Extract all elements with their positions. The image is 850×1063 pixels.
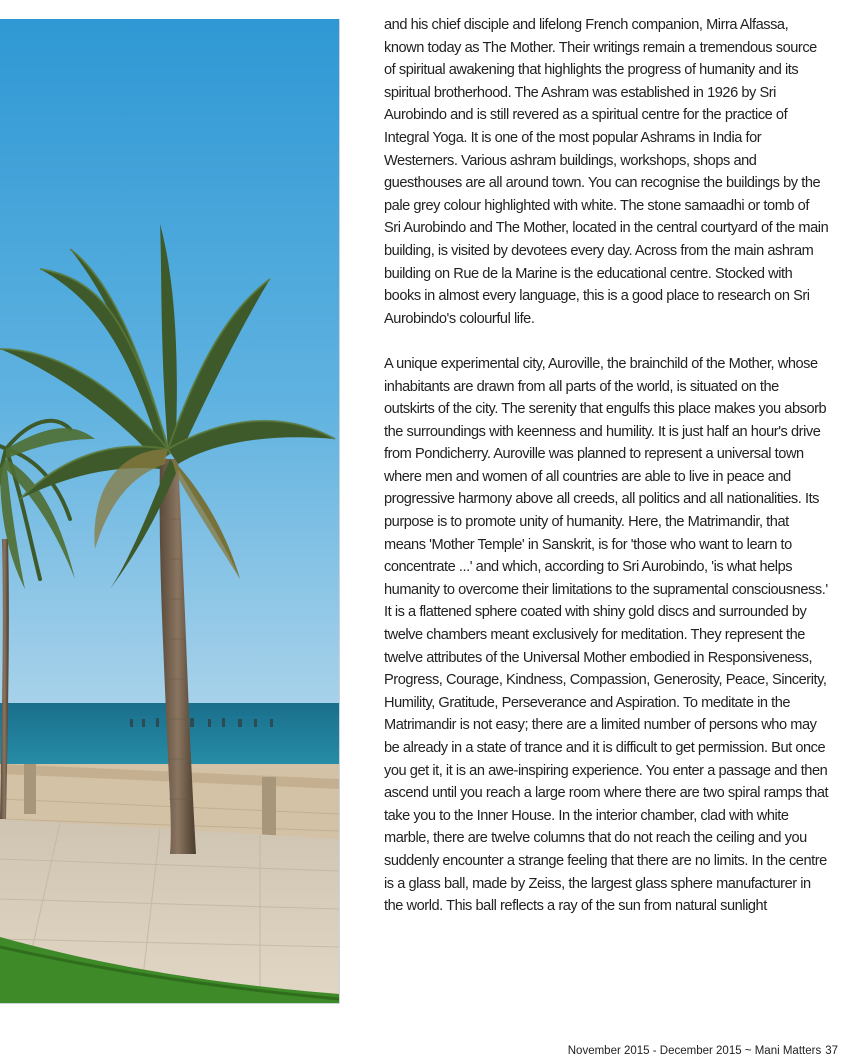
article-body [384,14,829,918]
issue-label: November 2015 - December 2015 ~ Mani Matters [567,1045,822,1057]
page-number: 37 [825,1045,838,1057]
article-paragraph: and his chief disciple and lifelong French companion, Mirra Alfassa, known today as The Mother. Their writings remain a tremendous source of spiritual awakening that highlights the progress of humanity and its spiritual brotherhood. The Ashram was established in 1926 by Sri Aurobindo and is still revered as a spiritual centre for the practice of Integral Yoga. It is one of the most popular Ashrams in India for Westerners. Various ashram buildings, workshops, shops and guesthouses are all around town. You can recognise the buildings by the pale grey colour highlighted with white. The stone samaadhi or tomb of Sri Aurobindo and The Mother, located in the central courtyard of the main building, is visited by devotees every day. Across from the main ashram building on Rue de la Marine is the educational centre. Stocked with books in almost every language, this is a good place to research on Sri Aurobindo's colourful life. [384,17,829,327]
page-footer [568,1045,838,1057]
beach-palm-photo [0,19,340,1004]
article-paragraph: A unique experimental city, Auroville, the brainchild of the Mother, whose inhabitants are drawn from all parts of the world, is situated on the outskirts of the city. The serenity that engulfs this place makes you absorb the surroundings with keenness and humility. It is just half an hour's drive from Pondicherry. Auroville was planned to represent a universal town where men and women of all countries are able to live in peace and progressive harmony above all creeds, all politics and all nationalities. Its purpose is to promote unity of humanity. Here, the Matrimandir, that means 'Mother Temple' in Sanskrit, is for 'those who want to learn to concentrate ...' and which, according to Sri Aurobindo, 'is what helps humanity to overcome their limitations to the supramental consciousness.' It is a flattened sphere coated with shiny gold discs and surrounded by twelve chambers meant exclusively for meditation. They represent the twelve attributes of the Universal Mother embodied in Responsiveness, Progress, Courage, Kindness, Compassion, Generosity, Peace, Sincerity, Humility, Gratitude, Perseverance and Aspiration. To meditate in the Matrimandir is not easy; there are a limited number of persons who may be already in a state of trance and it is difficult to get permission. But once you get it, it is an awe-inspiring experience. You enter a passage and then ascend until you reach a large room where there are two spiral ramps that take you to the Inner House. In the interior chamber, clad with white marble, there are twelve columns that do not reach the ceiling and you suddenly encounter a strange feeling that there are no limits. In the centre is a glass ball, made by Zeiss, the largest glass sphere manufacturer in the world. This ball reflects a ray of the sun from natural sunlight [384,355,829,915]
